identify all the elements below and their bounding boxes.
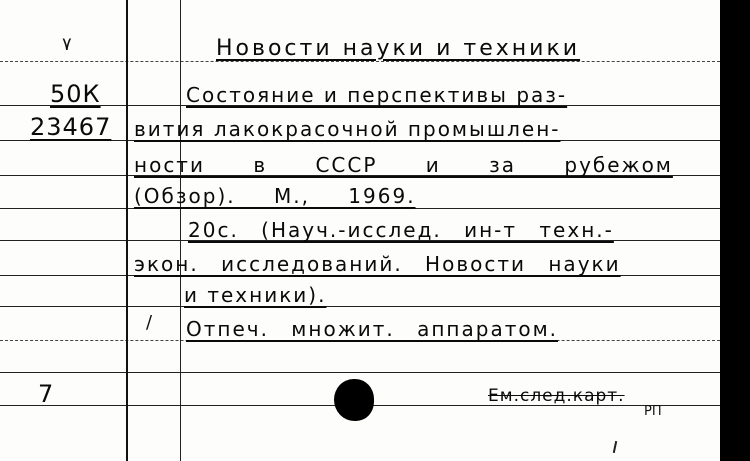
ink-blot: [334, 379, 374, 421]
slash-mark: /: [146, 312, 153, 333]
entry-line: ности в СССР и за рубежом: [134, 153, 673, 177]
entry-line: Отпеч. множит. аппаратом.: [186, 317, 559, 341]
inventory-number: 23467: [30, 113, 112, 141]
small-note: РП: [644, 404, 662, 419]
entry-line: вития лакокрасочной промышлен-: [134, 117, 561, 141]
entry-line: 20с. (Науч.-исслед. ин-т техн.-: [188, 218, 614, 242]
entry-line: Состояние и перспективы раз-: [186, 83, 568, 107]
struck-note: Ем.след.карт.: [488, 386, 625, 406]
margin-line-left: [126, 0, 128, 461]
margin-line-right: [180, 0, 181, 461]
corner-mark: ٧: [62, 34, 72, 55]
ruled-line: [0, 306, 720, 307]
entry-line: (Обзор). М., 1969.: [134, 184, 416, 208]
entry-line: и техники).: [184, 283, 327, 307]
ruled-line: [0, 208, 720, 209]
entry-line: экон. исследований. Новости науки: [134, 252, 621, 276]
stray-mark: [613, 441, 617, 453]
shelf-code: 50К: [50, 80, 101, 108]
ruled-line: [0, 372, 720, 373]
bottom-left-number: 7: [38, 380, 55, 408]
ruled-line: [0, 61, 720, 62]
scan-border: [720, 0, 750, 461]
card-title: Новости науки и техники: [216, 36, 581, 61]
